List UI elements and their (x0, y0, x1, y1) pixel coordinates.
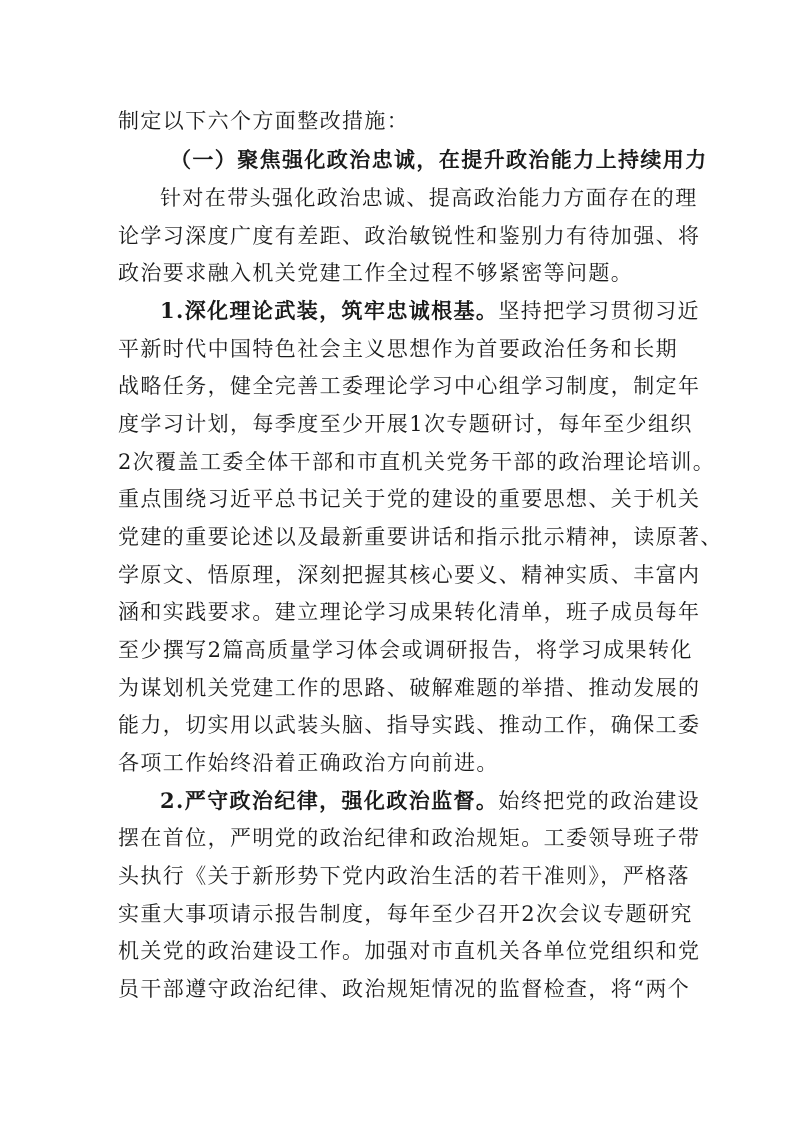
text-line: 摆在首位，严明党的政治纪律和政治规矩。工委领导班子带 (118, 826, 701, 850)
paragraph-start-line (160, 783, 700, 819)
paragraph-start-line (160, 293, 700, 329)
text-line: 针对在带头强化政治忠诚、提高政治能力方面存在的理 (160, 186, 698, 210)
text-line: 为谋划机关党建工作的思路、破解难题的举措、推动发展的 (118, 676, 701, 700)
text-line: 学原文、悟原理，深刻把握其核心要义、精神实质、丰富内 (118, 563, 701, 587)
text-line: 政治要求融入机关党建工作全过程不够紧密等问题。 (118, 261, 634, 285)
text-line: 战略任务，健全完善工委理论学习中心组学习制度，制定年 (118, 374, 701, 398)
text-line: 头执行《关于新形势下党内政治生活的若干准则》，严格落 (118, 864, 690, 888)
text-line: 涵和实践要求。建立理论学习成果转化清单，班子成员每年 (118, 600, 701, 624)
text-line: 至少撰写2篇高质量学习体会或调研报告，将学习成果转化 (118, 638, 693, 662)
item-heading: 2.严守政治纪律，强化政治监督。 (160, 788, 499, 813)
section-heading: （一）聚焦强化政治忠诚，在提升政治能力上持续用力 (170, 147, 708, 172)
text-span: 坚持把学习贯彻习近 (498, 299, 700, 323)
text-span: 始终把党的政治建设 (498, 789, 700, 813)
text-line: 员干部遵守政治纪律、政治规矩情况的监督检查，将“两个 (118, 977, 691, 1001)
text-line: 重点围绕习近平总书记关于党的建设的重要思想、关于机关 (118, 487, 701, 511)
item-heading: 1.深化理论武装，筑牢忠诚根基。 (160, 298, 499, 323)
text-line: 实重大事项请示报告制度，每年至少召开2次会议专题研究 (118, 902, 693, 926)
text-line: 机关党的政治建设工作。加强对市直机关各单位党组织和党 (118, 939, 701, 963)
text-line: 制定以下六个方面整改措施： (118, 109, 410, 133)
text-line: 论学习深度广度有差距、政治敏锐性和鉴别力有待加强、将 (118, 224, 701, 248)
text-line: 各项工作始终沿着正确政治方向前进。 (118, 751, 499, 775)
text-line: 党建的重要论述以及最新重要讲话和指示批示精神，读原著、 (118, 525, 723, 549)
text-line: 平新时代中国特色社会主义思想作为首要政治任务和长期 (118, 337, 678, 361)
text-line: 能力，切实用以武装头脑、指导实践、推动工作，确保工委 (118, 713, 701, 737)
text-line: 度学习计划，每季度至少开展1次专题研讨，每年至少组织 (118, 412, 693, 436)
text-line: 2次覆盖工委全体干部和市直机关党务干部的政治理论培训。 (118, 450, 716, 474)
